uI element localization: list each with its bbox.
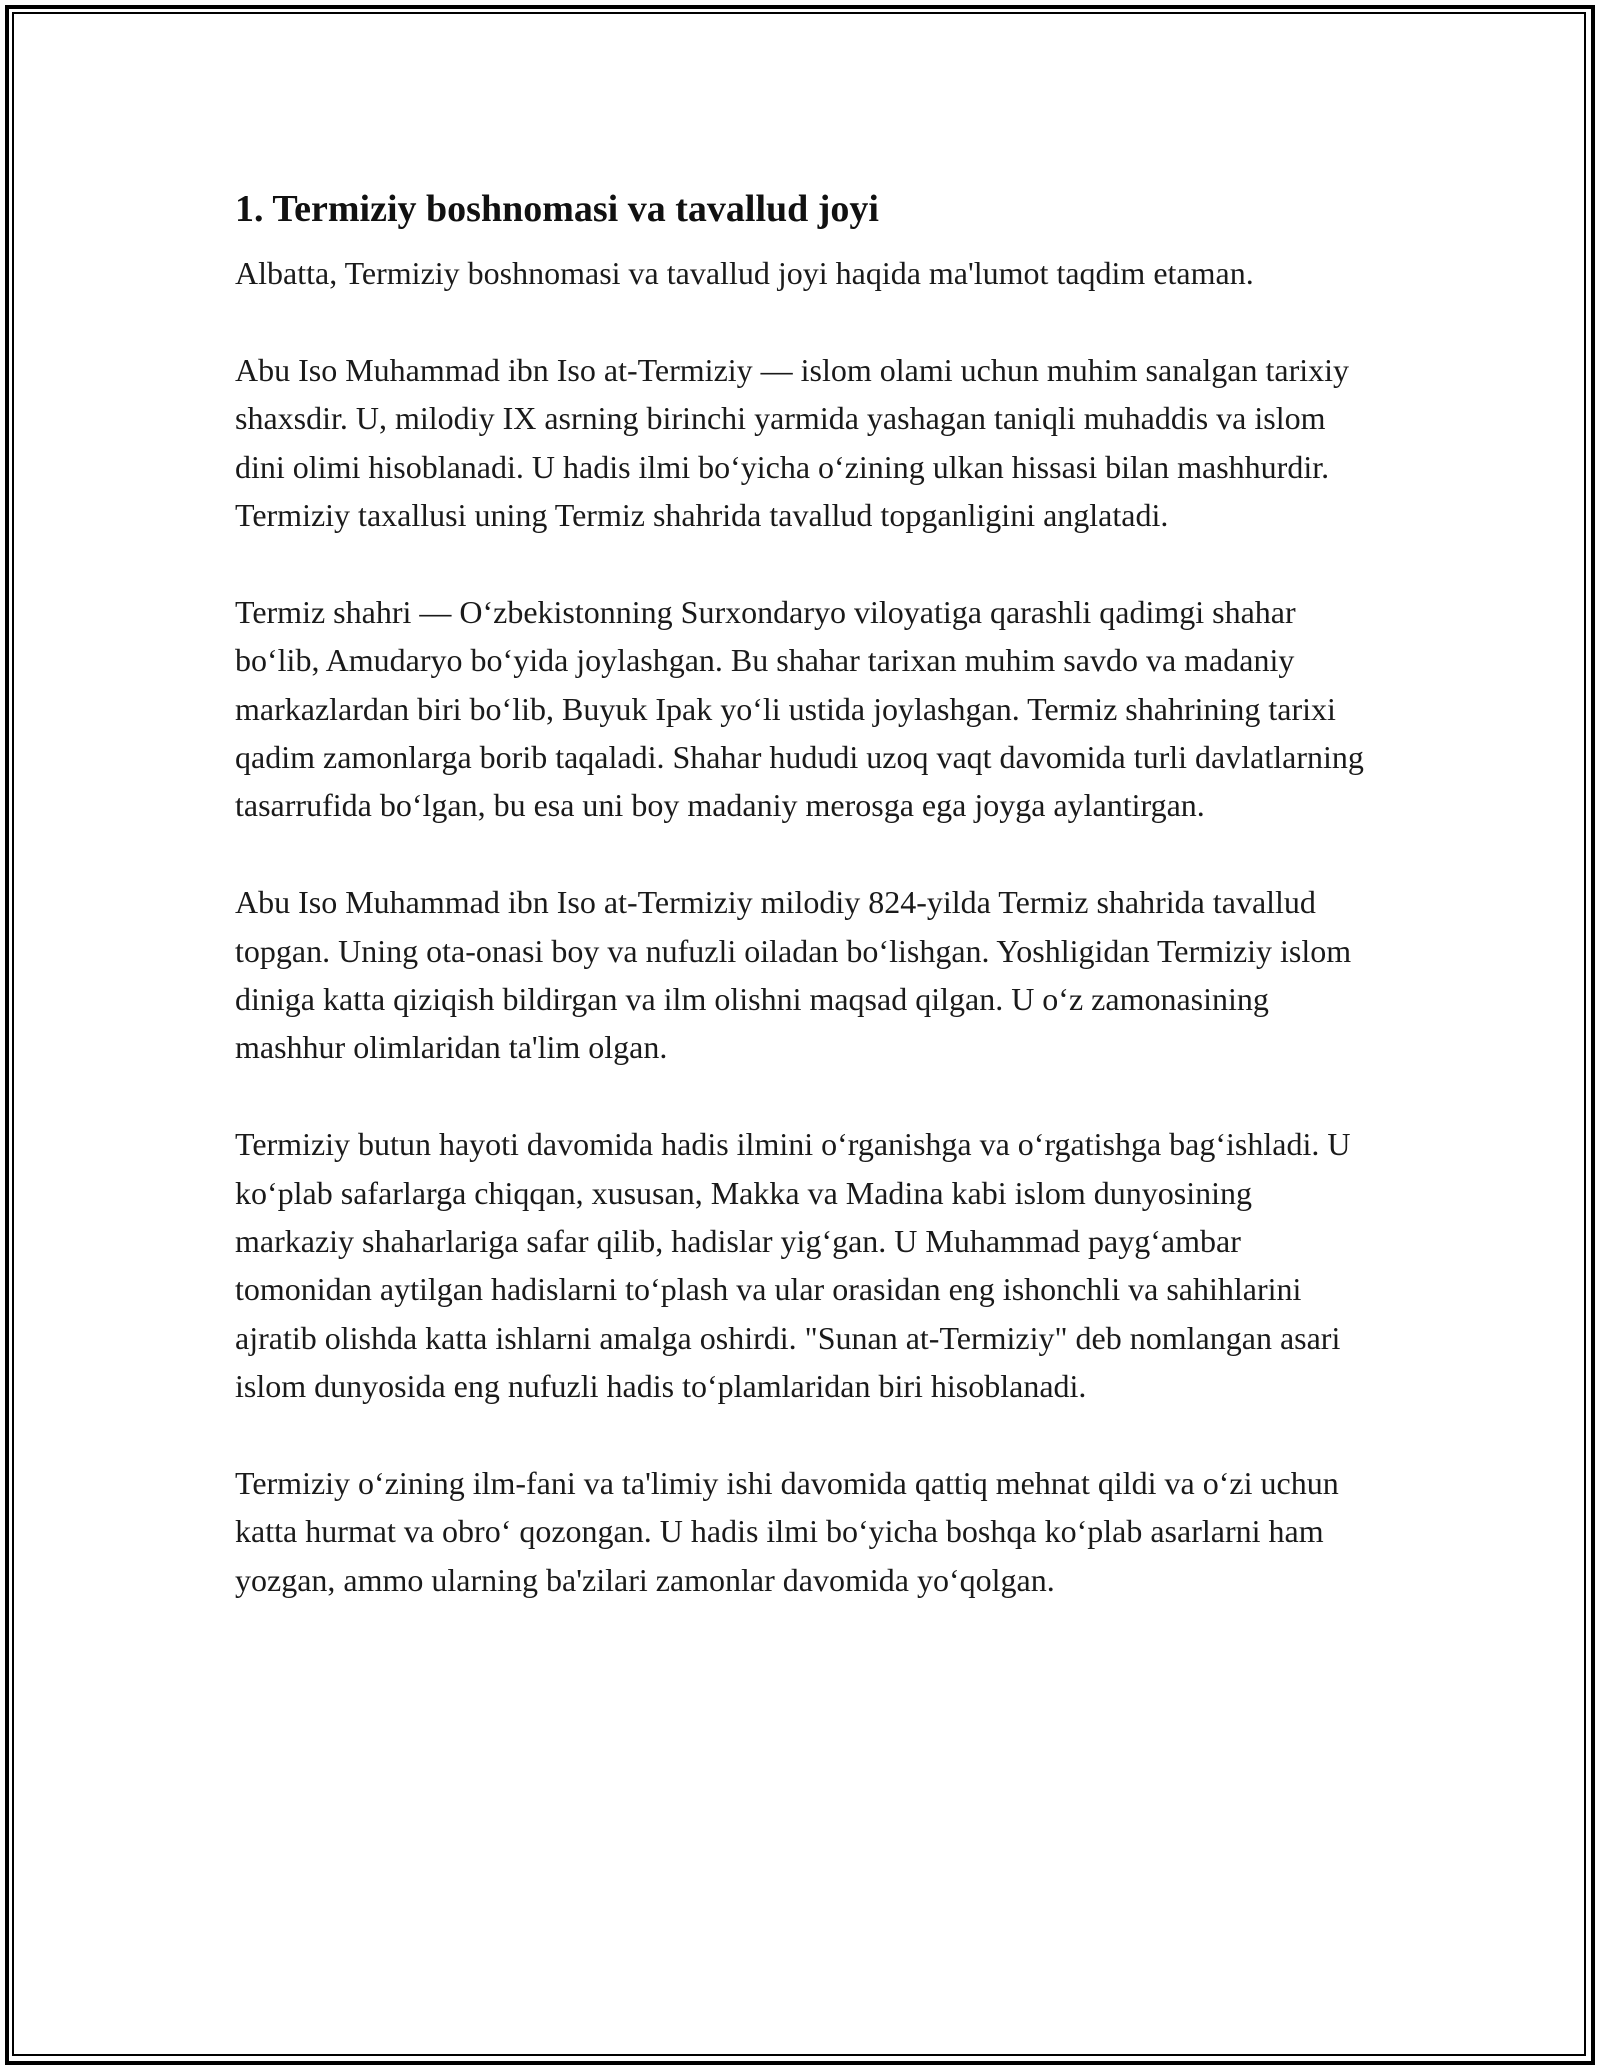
paragraph-intro: Albatta, Termiziy boshnomasi va tavallud joyi haqida ma'lumot taqdim etaman.: [235, 255, 1254, 291]
section-heading: 1. Termiziy boshnomasi va tavallud joyi: [235, 188, 879, 230]
document-body: [235, 185, 1375, 1653]
paragraph-birth: Abu Iso Muhammad ibn Iso at-Termiziy milodiy 824-yilda Termiz shahrida tavallud topgan. Uning ota-onasi boy va nufuzli oiladan bo‘lishgan. Yoshligidan Termiziy islom diniga katta qiziqish bildirgan va ilm olishni maqsad qilgan. U o‘z zamonasining mashhur olimlaridan ta'lim olgan.: [235, 884, 1352, 1066]
paragraph-legacy: Termiziy o‘zining ilm-fani va ta'limiy ishi davomida qattiq mehnat qildi va o‘zi uchun katta hurmat va obro‘ qozongan. U hadis ilmi bo‘yicha boshqa ko‘plab asarlarni ham yozgan, ammo ularning ba'zilari zamonlar davomida yo‘qolgan.: [235, 1465, 1339, 1598]
paragraph-biography: Abu Iso Muhammad ibn Iso at-Termiziy — islom olami uchun muhim sanalgan tarixiy shaxsdir. U, milodiy IX asrning birinchi yarmida yashagan taniqli muhaddis va islom dini olimi hisoblanadi. U hadis ilmi bo‘yicha o‘zining ulkan hissasi bilan mashhurdir. Termiziy taxallusi uning Termiz shahrida tavallud topganligini anglatadi.: [235, 351, 1350, 534]
paragraph-hadith-work: Termiziy butun hayoti davomida hadis ilmini o‘rganishga va o‘rgatishga bag‘ishladi. U ko‘plab safarlarga chiqqan, xususan, Makka va Madina kabi islom dunyosining markaziy shaharlariga safar qilib, hadislar yig‘gan. U Muhammad payg‘ambar tomonidan aytilgan hadislarni to‘plash va ular orasidan eng ishonchli va sahihlarini ajratib olishda katta ishlarni amalga oshirdi. "Sunan at-Termiziy" deb nomlangan asari islom dunyosida eng nufuzli hadis to‘plamlaridan biri hisoblanadi.: [235, 1126, 1351, 1405]
paragraph-termiz-city: Termiz shahri — O‘zbekistonning Surxondaryo viloyatiga qarashli qadimgi shahar bo‘lib, Amudaryo bo‘yida joylashgan. Bu shahar tarixan muhim savdo va madaniy markazlardan biri bo‘lib, Buyuk Ipak yo‘li ustida joylashgan. Termiz shahrining tarixi qadim zamonlarga borib taqaladi. Shahar hududi uzoq vaqt davomida turli davlatlarning tasarrufida bo‘lgan, bu esa uni boy madaniy merosga ega joyga aylantirgan.: [235, 593, 1364, 824]
